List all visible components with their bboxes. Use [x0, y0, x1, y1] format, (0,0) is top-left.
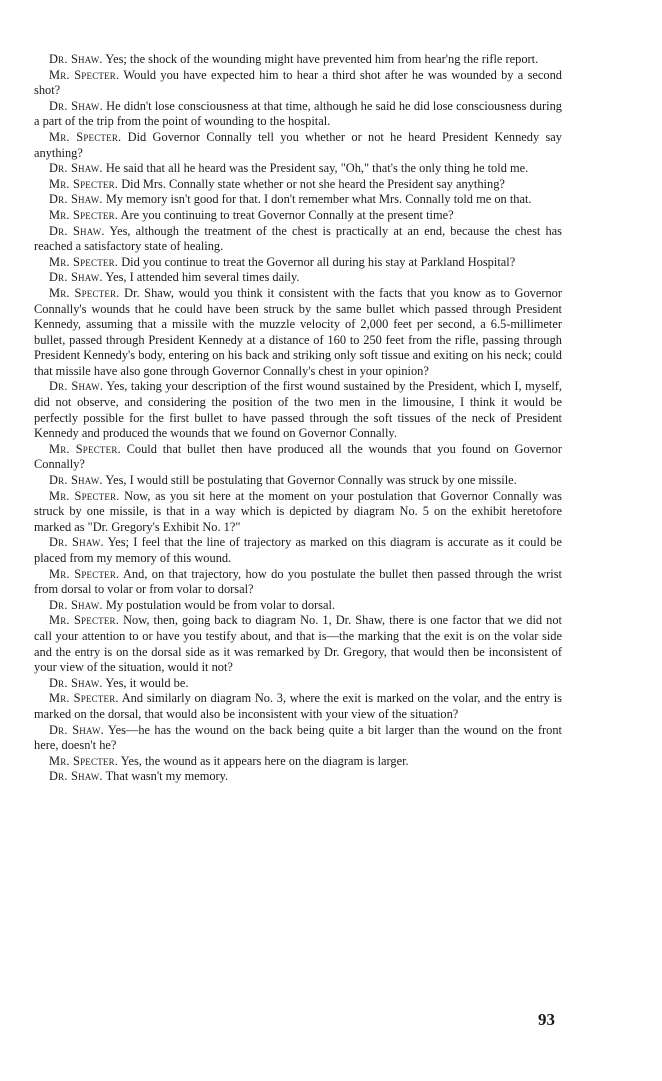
- speaker-label: Mr. Specter.: [49, 691, 119, 706]
- testimony-text: Now, as you sit here at the moment on your postulation that Governor Connally was struck by one missile, is that in a way which is depicted by diagram No. 5 on the exhibit heretofore marked as "Dr. Gregory's Exhibit No. 1?": [34, 488, 562, 534]
- transcript-paragraph: [34, 161, 562, 177]
- speaker-label: Dr. Shaw.: [49, 473, 103, 488]
- transcript-paragraph: [34, 255, 562, 271]
- transcript-paragraph: [34, 224, 562, 255]
- speaker-label: Dr. Shaw.: [49, 161, 103, 176]
- testimony-text: And, on that trajectory, how do you postulate the bullet then passed through the wrist from dorsal to volar or from volar to dorsal?: [34, 566, 562, 597]
- transcript-paragraph: [34, 613, 562, 675]
- transcript-paragraph: [34, 489, 562, 536]
- testimony-text: Yes; I feel that the line of trajectory as marked on this diagram is accurate as it could be placed from my memory of this wound.: [34, 535, 562, 565]
- speaker-label: Mr. Specter.: [49, 613, 120, 628]
- testimony-text: Yes—he has the wound on the back being quite a bit larger than the wound on the front here, doesn't he?: [34, 722, 562, 753]
- transcript-paragraph: [34, 68, 562, 99]
- testimony-text: Yes, I would still be postulating that Governor Connally was struck by one missile.: [102, 473, 517, 488]
- transcript-paragraph: [34, 52, 562, 68]
- testimony-text: Did Governor Connally tell you whether or not he heard President Kennedy say anything?: [34, 129, 562, 160]
- speaker-label: Dr. Shaw.: [49, 597, 103, 612]
- testimony-text: Could that bullet then have produced all the wounds that you found on Governor Connally?: [34, 441, 563, 472]
- transcript-paragraph: [34, 567, 562, 598]
- speaker-label: Dr. Shaw.: [49, 722, 104, 737]
- transcript-paragraph: [34, 177, 562, 193]
- transcript-paragraph: [34, 270, 562, 286]
- page-number: 93: [538, 1010, 555, 1029]
- speaker-label: Dr. Shaw.: [49, 192, 103, 207]
- speaker-label: Mr. Specter.: [49, 566, 120, 581]
- transcript-paragraph: [34, 130, 562, 161]
- testimony-text: Did you continue to treat the Governor all during his stay at Parkland Hospital?: [118, 254, 516, 269]
- speaker-label: Mr. Specter.: [49, 67, 120, 82]
- testimony-text: And similarly on diagram No. 3, where the exit is marked on the volar, and the entry is marked on the dorsal, that would also be inconsistent with your view of the situation?: [34, 691, 562, 721]
- speaker-label: Dr. Shaw.: [49, 223, 105, 238]
- speaker-label: Dr. Shaw.: [49, 270, 103, 285]
- testimony-text: He didn't lose consciousness at that time, although he said he did lose consciousness during a part of the trip from the point of wounding to the hospital.: [34, 98, 562, 129]
- speaker-label: Mr. Specter.: [49, 176, 119, 191]
- transcript-paragraph: [34, 379, 562, 441]
- transcript-paragraph: [34, 676, 562, 692]
- speaker-label: Dr. Shaw.: [49, 535, 104, 550]
- transcript-paragraph: [34, 754, 562, 770]
- transcript-paragraph: [34, 723, 562, 754]
- transcript-paragraph: [34, 192, 562, 208]
- speaker-label: Dr. Shaw.: [49, 675, 103, 690]
- transcript-paragraph: [34, 442, 562, 473]
- transcript-paragraph: [34, 286, 562, 380]
- testimony-text: My memory isn't good for that. I don't remember what Mrs. Connally told me on that.: [102, 192, 532, 207]
- speaker-label: Dr. Shaw.: [49, 769, 103, 784]
- testimony-text: He said that all he heard was the President say, "Oh," that's the only thing he told me.: [102, 161, 529, 176]
- speaker-label: Mr. Specter.: [49, 285, 120, 300]
- speaker-label: Dr. Shaw.: [49, 98, 103, 113]
- testimony-text: Yes, it would be.: [102, 675, 189, 690]
- testimony-text: Yes, taking your description of the first wound sustained by the President, which I, myself, did not observe, and considering the position of the two men in the limousine, I think it would be perfectly possible for the first bullet to have passed through the soft tissues of the neck of President Kennedy and produced the wounds that we found on Governor Connally.: [34, 379, 562, 441]
- transcript-body: [34, 52, 562, 785]
- testimony-text: Would you have expected him to hear a third shot after he was wounded by a second shot?: [34, 67, 563, 98]
- speaker-label: Dr. Shaw.: [49, 379, 104, 394]
- testimony-text: That wasn't my memory.: [102, 769, 229, 784]
- speaker-label: Mr. Specter.: [49, 753, 119, 768]
- testimony-text: Yes, I attended him several times daily.: [102, 270, 300, 285]
- testimony-text: Did Mrs. Connally state whether or not she heard the President say anything?: [118, 176, 505, 191]
- speaker-label: Mr. Specter.: [49, 254, 119, 269]
- transcript-paragraph: [34, 99, 562, 130]
- transcript-paragraph: [34, 769, 562, 785]
- transcript-paragraph: [34, 598, 562, 614]
- testimony-text: Yes; the shock of the wounding might have prevented him from hear'ng the rifle report.: [102, 52, 539, 66]
- speaker-label: Mr. Specter.: [49, 441, 121, 456]
- speaker-label: Mr. Specter.: [49, 207, 119, 222]
- speaker-label: Dr. Shaw.: [49, 52, 103, 66]
- testimony-text: Yes, although the treatment of the chest is practically at an end, because the chest has reached a satisfactory state of healing.: [34, 223, 562, 254]
- testimony-text: Dr. Shaw, would you think it consistent with the facts that you know as to Governor Connally's wounds that he could have been struck by the same bullet which passed through President Kennedy, assuming that a missile with the muzzle velocity of 2,000 feet per second, a 6.5-millimeter bullet, passed through President Kennedy at a distance of 160 to 250 feet from the rifle, passing through President Kennedy's body, entering on his back and striking only soft tissue and exiting on his neck; could that missile have also gone through Governor Connally's chest in your opinion?: [34, 285, 562, 378]
- transcript-paragraph: [34, 691, 562, 722]
- testimony-text: Yes, the wound as it appears here on the diagram is larger.: [118, 753, 409, 768]
- transcript-paragraph: [34, 535, 562, 566]
- speaker-label: Mr. Specter.: [49, 488, 120, 503]
- testimony-text: My postulation would be from volar to dorsal.: [102, 597, 336, 612]
- testimony-text: Now, then, going back to diagram No. 1, Dr. Shaw, there is one factor that we did not call your attention to or have you testify about, and that is—the marking that the exit is on the volar side and the entry is on the dorsal side as it was remarked by Dr. Gregory, that would then be inconsistent of your view of the situation, would it not?: [34, 613, 562, 675]
- transcript-paragraph: [34, 473, 562, 489]
- testimony-text: Are you continuing to treat Governor Connally at the present time?: [118, 207, 454, 222]
- speaker-label: Mr. Specter.: [49, 129, 122, 144]
- transcript-paragraph: [34, 208, 562, 224]
